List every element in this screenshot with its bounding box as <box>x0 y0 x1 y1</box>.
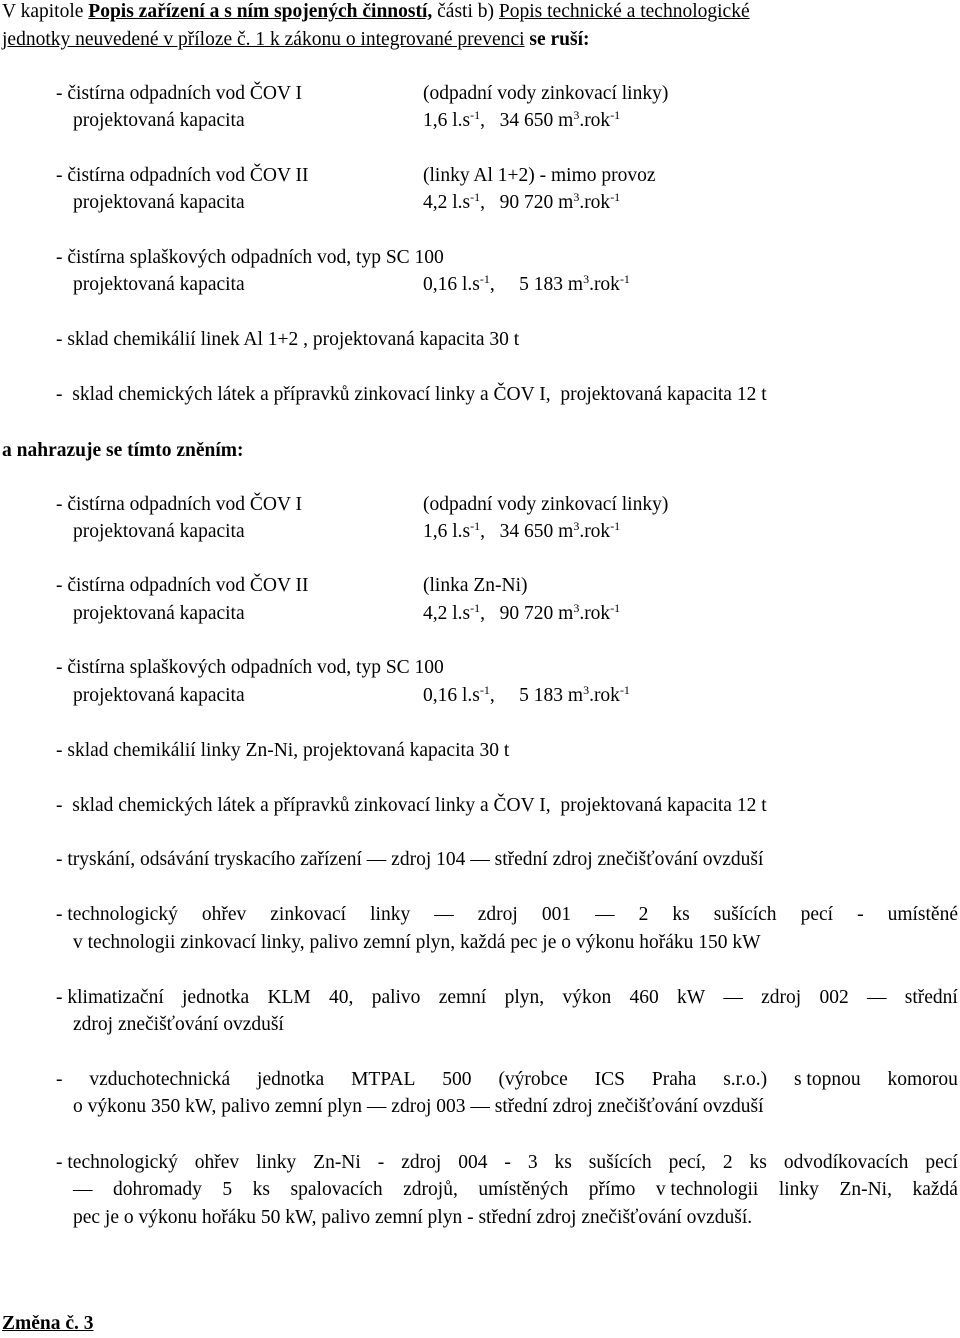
new-cov1-note: (odpadní vody zinkovací linky) <box>423 494 669 515</box>
justified-word: v technologii <box>655 1179 759 1200</box>
justified-word: KLM <box>267 987 311 1008</box>
justified-word: zdrojů, <box>403 1179 458 1200</box>
new-blasting: - tryskání, odsávání tryskacího zařízení — zdroj 104 — střední zdroj znečišťování ovzduší <box>56 849 764 870</box>
justified-word: ks <box>252 1179 271 1200</box>
justified-word: — <box>595 904 615 925</box>
intro-line-2 <box>2 26 590 54</box>
justified-word: umístěné <box>887 904 958 925</box>
justified-word: 2 <box>638 904 649 925</box>
amendment-footer: Změna č. 3 <box>2 1313 94 1334</box>
new-klm-line2: zdroj znečišťování ovzduší <box>73 1014 284 1035</box>
justified-word: - <box>56 1069 63 1090</box>
new-sc-capacity: 0,16 $l.s^{-1}$, 5 183 $m^3.rok^{-1}$ <box>423 683 630 706</box>
justified-word: — <box>867 987 887 1008</box>
justified-word: - <box>857 904 864 925</box>
justified-word: jednotka <box>257 1069 325 1090</box>
justified-word: zdroj <box>477 904 518 925</box>
cancel-phrase: se ruší: <box>524 29 590 50</box>
justified-word: linky <box>370 904 411 925</box>
justified-word: každá <box>912 1179 958 1200</box>
justified-word: 500 <box>442 1069 472 1090</box>
justified-word: ohřev <box>194 1152 240 1173</box>
new-cov2-note: (linka Zn-Ni) <box>423 575 528 596</box>
old-chem-store: - sklad chemikálií linek Al 1+2 , projektovaná kapacita 30 t <box>56 329 520 350</box>
section-title: Popis technické a technologické <box>498 1 750 22</box>
justified-word: zinkovací <box>270 904 347 925</box>
justified-word: — <box>73 1179 93 1200</box>
justified-word: - technologický <box>56 1152 178 1173</box>
justified-word: výkon <box>562 987 612 1008</box>
new-cov2-capacity: 4,2 $l.s^{-1}$, 90 720 $m^3.rok^{-1}$ <box>423 601 621 624</box>
justified-word: komorou <box>887 1069 958 1090</box>
justified-word: zemní <box>438 987 487 1008</box>
justified-word: — <box>434 904 454 925</box>
justified-word: - technologický <box>56 904 178 925</box>
old-cov1-capacity: 1,6 $l.s^{-1}$, 34 650 $m^3.rok^{-1}$ <box>423 108 621 131</box>
justified-word: - klimatizační <box>56 987 164 1008</box>
justified-word: střední <box>904 987 958 1008</box>
new-heating1-line2: v technologii zinkovací linky, palivo zemní plyn, každá pec je o výkonu hořáku 150 kW <box>73 932 761 953</box>
justified-word: linky <box>778 1179 819 1200</box>
justified-word: 460 <box>629 987 659 1008</box>
new-znni-line2 <box>73 1176 958 1204</box>
intro-text: V kapitole <box>2 1 89 22</box>
justified-word: 004 <box>458 1152 488 1173</box>
old-sc-name: - čistírna splaškových odpadních vod, typ SC 100 <box>56 247 444 268</box>
new-sc-cap-label: projektovaná kapacita <box>73 685 245 706</box>
justified-word: dohromady <box>113 1179 202 1200</box>
new-znni-line1 <box>56 1149 958 1177</box>
old-cov2-cap-label: projektovaná kapacita <box>73 192 245 213</box>
old-cov2-capacity: 4,2 $l.s^{-1}$, 90 720 $m^3.rok^{-1}$ <box>423 190 621 213</box>
justified-word: 002 <box>819 987 849 1008</box>
justified-word: — <box>723 987 743 1008</box>
justified-word: - <box>377 1152 385 1173</box>
justified-word: palivo <box>371 987 421 1008</box>
old-cov1-cap-label: projektovaná kapacita <box>73 110 245 131</box>
old-cov1-note: (odpadní vody zinkovací linky) <box>423 83 669 104</box>
justified-word: linky <box>256 1152 297 1173</box>
new-vzt-line2: o výkonu 350 kW, palivo zemní plyn — zdroj 003 — střední zdroj znečišťování ovzduší <box>73 1096 764 1117</box>
new-znni-line3: pec je o výkonu hořáku 50 kW, palivo zemní plyn - střední zdroj znečišťování ovzduší. <box>73 1207 753 1228</box>
justified-word: odvodíkovacích <box>783 1152 909 1173</box>
replace-heading: a nahrazuje se tímto zněním: <box>2 440 244 461</box>
justified-word: sušících <box>713 904 777 925</box>
justified-word: přímo <box>588 1179 636 1200</box>
justified-word: spalovacích <box>290 1179 383 1200</box>
new-chem-store: - sklad chemikálií linky Zn-Ni, projektovaná kapacita 30 t <box>56 740 510 761</box>
new-subst-store: - sklad chemických látek a přípravků zinkovací linky a ČOV I, projektovaná kapacita 12 t <box>56 795 767 816</box>
old-cov2-name: - čistírna odpadních vod ČOV II <box>56 165 309 186</box>
justified-word: pecí <box>800 904 834 925</box>
justified-word: Praha <box>651 1069 697 1090</box>
chapter-title: Popis zařízení a s ním spojených činností, <box>88 1 433 22</box>
justified-word: s.r.o.) <box>723 1069 768 1090</box>
intro-text-2: části b) <box>432 1 499 22</box>
old-subst-store: - sklad chemických látek a přípravků zinkovací linky a ČOV I, projektovaná kapacita 12 t <box>56 384 767 405</box>
new-cov1-name: - čistírna odpadních vod ČOV I <box>56 494 303 515</box>
justified-word: Zn-Ni <box>313 1152 361 1173</box>
new-cov1-cap-label: projektovaná kapacita <box>73 521 245 542</box>
justified-word: plyn, <box>504 987 545 1008</box>
new-cov2-cap-label: projektovaná kapacita <box>73 603 245 624</box>
justified-word: kW <box>676 987 706 1008</box>
justified-word: vzduchotechnická <box>89 1069 231 1090</box>
justified-word: Zn-Ni, <box>839 1179 892 1200</box>
justified-word: ks <box>749 1152 767 1173</box>
justified-word: pecí, <box>668 1152 706 1173</box>
justified-word: 2 <box>722 1152 733 1173</box>
old-sc-cap-label: projektovaná kapacita <box>73 274 245 295</box>
new-vzt-line1 <box>56 1066 958 1094</box>
old-sc-capacity: 0,16 $l.s^{-1}$, 5 183 $m^3.rok^{-1}$ <box>423 272 630 295</box>
justified-word: pecí <box>925 1152 958 1173</box>
justified-word: MTPAL <box>351 1069 416 1090</box>
justified-word: s topnou <box>793 1069 861 1090</box>
justified-word: 001 <box>541 904 572 925</box>
new-cov1-capacity: 1,6 $l.s^{-1}$, 34 650 $m^3.rok^{-1}$ <box>423 519 621 542</box>
justified-word: ohřev <box>201 904 247 925</box>
old-cov1-name: - čistírna odpadních vod ČOV I <box>56 83 303 104</box>
justified-word: ICS <box>594 1069 625 1090</box>
justified-word: 40, <box>329 987 354 1008</box>
justified-word: sušících <box>588 1152 652 1173</box>
new-cov2-name: - čistírna odpadních vod ČOV II <box>56 575 309 596</box>
justified-word: 3 <box>527 1152 538 1173</box>
justified-word: 5 <box>222 1179 233 1200</box>
justified-word: zdroj <box>401 1152 442 1173</box>
old-cov2-note: (linky Al 1+2) - mimo provoz <box>423 165 656 186</box>
section-title-cont: jednotky neuvedené v příloze č. 1 k zákonu o integrované prevenci <box>2 29 525 50</box>
new-heating1-line1 <box>56 901 958 929</box>
justified-word: - <box>504 1152 511 1173</box>
justified-word: (výrobce <box>498 1069 568 1090</box>
new-klm-line1 <box>56 984 958 1012</box>
intro-line-1 <box>2 0 750 26</box>
justified-word: jednotka <box>182 987 250 1008</box>
justified-word: ks <box>554 1152 572 1173</box>
justified-word: umístěných <box>478 1179 569 1200</box>
justified-word: zdroj <box>761 987 802 1008</box>
new-sc-name: - čistírna splaškových odpadních vod, typ SC 100 <box>56 657 444 678</box>
justified-word: ks <box>672 904 690 925</box>
